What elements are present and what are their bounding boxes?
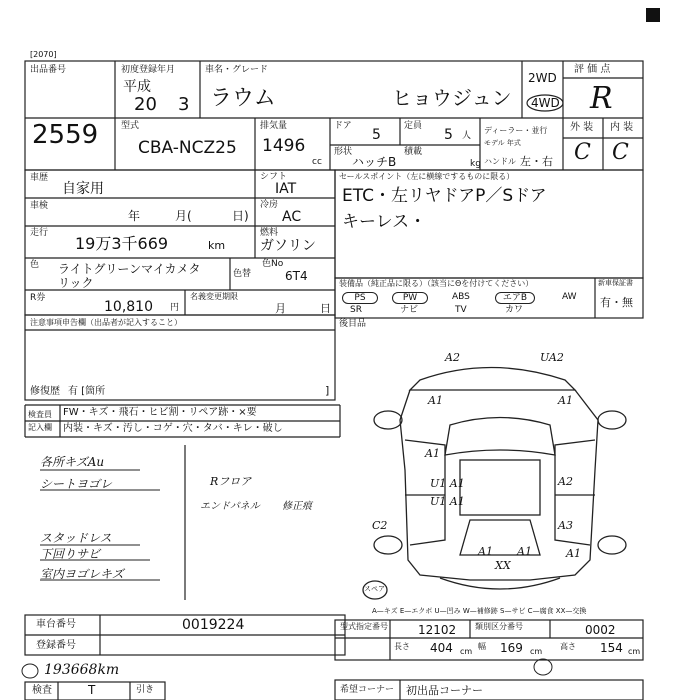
- era: 平成: [123, 79, 151, 95]
- registration-label: 登録番号: [36, 640, 76, 651]
- inspection-month: 月(: [175, 209, 192, 223]
- pull-label: 引き: [136, 685, 155, 695]
- doors-label: ドア: [334, 121, 352, 131]
- diagram-mark: A2: [445, 351, 460, 364]
- mileage-unit: km: [208, 239, 226, 252]
- diagram-mark: A1: [478, 545, 493, 558]
- inspection-day: 日): [232, 209, 249, 223]
- equip-aw: AW: [562, 292, 577, 302]
- handle-value: 左・右: [520, 155, 553, 168]
- cert-no-value: 12102: [418, 623, 457, 637]
- interior-value: C: [612, 140, 629, 165]
- note-r1: Rフロア: [210, 475, 252, 488]
- color-line1: ライトグリーンマイカメタ: [58, 262, 201, 276]
- height-label: 高さ: [560, 642, 576, 651]
- length-value: 404: [430, 641, 453, 655]
- displacement-unit: cc: [312, 157, 322, 167]
- height-unit: cm: [628, 647, 641, 656]
- spare-label: スペア: [364, 585, 385, 593]
- first-corner: 初出品コーナー: [406, 684, 483, 697]
- usage-label: 車歴: [30, 173, 49, 183]
- sales-label: セールスポイント（左に横線でするものに限る）: [339, 172, 515, 181]
- aircon-value: AC: [282, 209, 302, 225]
- drive-4wd: 4WD: [531, 96, 560, 110]
- diagram-mark: A1: [517, 545, 532, 558]
- handle-label: ハンドル: [484, 157, 516, 166]
- manual-label: 新車保証書: [598, 279, 633, 287]
- diagram-mark: UA2: [540, 351, 564, 364]
- note-r3: 修正痕: [282, 501, 312, 512]
- length-unit: cm: [460, 647, 473, 656]
- equipment-label: 装備品（純正品に限る）（該当にΘを付けてください）: [339, 279, 534, 288]
- equip-airbag: エアB: [495, 292, 535, 304]
- doors-value: 5: [372, 127, 381, 143]
- year: 20: [134, 94, 157, 115]
- recycle-label: R券: [30, 293, 46, 303]
- load-unit: kg: [470, 159, 481, 169]
- month: 3: [178, 94, 190, 115]
- diagram-mark: A3: [558, 519, 573, 532]
- grade-label: 評 価 点: [574, 64, 611, 75]
- repair-value: 有 [箇所: [68, 386, 106, 397]
- inspection-label: 車検: [30, 201, 49, 211]
- drive-2wd: 2WD: [528, 71, 557, 85]
- title-change-month: 月: [275, 302, 286, 315]
- height-value: 154: [600, 641, 623, 655]
- diagram-mark: A1: [558, 394, 573, 407]
- name-grade-label: 車名・グレード: [205, 65, 269, 75]
- displacement-value: 1496: [262, 136, 306, 156]
- model-label: 型式: [121, 121, 140, 131]
- equip-pw: PW: [392, 292, 428, 304]
- fuel-value: ガソリン: [260, 238, 316, 254]
- diagram-mark: C2: [372, 519, 388, 532]
- exterior-value: C: [574, 140, 591, 165]
- chassis-label: 車台番号: [36, 619, 76, 630]
- note-r2: エンドパネル: [200, 501, 260, 512]
- length-label: 長さ: [394, 642, 410, 651]
- note-2: シートヨゴレ: [40, 477, 113, 491]
- class-no-value: 0002: [585, 623, 616, 637]
- model-year-label: モデル 年式: [484, 139, 521, 147]
- model-value: CBA-NCZ25: [138, 138, 237, 158]
- handwritten-km: 193668km: [44, 662, 120, 678]
- width-value: 169: [500, 641, 523, 655]
- repair-close: ]: [325, 384, 330, 397]
- recycle-value: 10,810: [104, 299, 153, 315]
- displacement-label: 排気量: [260, 121, 288, 131]
- car-name: ラウム: [210, 86, 276, 111]
- shift-value: IAT: [275, 181, 297, 197]
- equip-navi: ナビ: [400, 305, 419, 315]
- usage-value: 自家用: [62, 181, 104, 197]
- note-1: 各所キズAu: [40, 455, 105, 469]
- load-label: 積載: [404, 147, 423, 157]
- car-grade: ヒョウジュン: [392, 86, 512, 110]
- mileage-label: 走行: [30, 228, 49, 238]
- manual-value: 有・無: [600, 296, 633, 309]
- exterior-label: 外 装: [570, 122, 594, 133]
- mileage-value: 19万3千669: [75, 234, 169, 253]
- note-3: スタッドレス: [40, 531, 112, 545]
- color-label: 色: [30, 260, 40, 270]
- diagram-mark: A1: [425, 447, 440, 460]
- lot-label: 出品番号: [30, 65, 67, 75]
- sheet-code: [2070]: [30, 50, 57, 59]
- fw-row: FW・キズ・飛石・ヒビ割・リペア跡・×要: [63, 407, 257, 418]
- diagram-mark: U1 A1: [430, 495, 465, 508]
- equip-tv: TV: [455, 305, 467, 315]
- chassis-value: 0019224: [182, 617, 245, 633]
- cert-no-label: 型式指定番号: [340, 622, 388, 631]
- sales-line2: キーレス・: [342, 212, 427, 232]
- notes-label: 注意事項申告欄（出品者が記入すること）: [30, 318, 182, 327]
- width-unit: cm: [530, 647, 543, 656]
- class-no-label: 類別区分番号: [475, 622, 523, 631]
- repair-label: 修復歴: [30, 386, 60, 397]
- color-no-value: 6T4: [285, 269, 308, 283]
- note-4: 下回りサビ: [40, 547, 101, 561]
- wish-label: 希望コーナー: [340, 685, 395, 695]
- equip-abs: ABS: [452, 292, 470, 302]
- legend: A—キズ E—エクボ U—凹み W—補修跡 S—サビ C—腐食 XX—交換: [372, 607, 587, 615]
- rear-label: 後目品: [339, 319, 367, 329]
- width-label: 幅: [478, 642, 486, 651]
- body-value: ハッチB: [352, 155, 397, 169]
- interior-row: 内装・キズ・汚し・コゲ・穴・タバ・キレ・破し: [63, 423, 283, 434]
- sales-line1: ETC・左リヤドアP／Sドア: [342, 186, 547, 206]
- shift-label: シフト: [260, 172, 288, 182]
- diagram-mark: A1: [566, 547, 581, 560]
- interior-label: 内 装: [610, 122, 634, 133]
- color-change-label: 色替: [233, 269, 252, 279]
- equip-leather: カワ: [505, 305, 524, 315]
- capacity-unit: 人: [462, 131, 472, 141]
- grade-value: R: [590, 81, 613, 116]
- recycle-unit: 円: [170, 303, 180, 313]
- fuel-label: 燃料: [260, 228, 279, 238]
- aircon-label: 冷房: [260, 200, 279, 210]
- diagram-mark: A2: [558, 475, 573, 488]
- first-reg-label: 初度登録年月: [121, 65, 176, 75]
- capacity-value: 5: [444, 127, 453, 143]
- equip-sr: SR: [350, 305, 362, 315]
- color-no-label: 色No: [262, 259, 284, 269]
- body-label: 形状: [334, 147, 353, 157]
- title-change-label: 名義変更期限: [190, 292, 238, 301]
- equip-ps: PS: [342, 292, 378, 304]
- capacity-label: 定員: [404, 121, 423, 131]
- diagram-mark: XX: [495, 559, 511, 572]
- inspection-year: 年: [128, 209, 141, 223]
- diagram-mark: A1: [428, 394, 443, 407]
- title-change-day: 日: [320, 302, 331, 315]
- check-value: T: [88, 683, 96, 697]
- lot-number: 2559: [32, 120, 99, 150]
- diagram-mark: U1 A1: [430, 477, 465, 490]
- inspector-label: 検査員 記入欄: [28, 410, 52, 432]
- color-line2: リック: [58, 276, 94, 290]
- dealer-label: ディーラー・並行: [484, 126, 548, 135]
- check-label: 検査: [32, 685, 52, 696]
- note-5: 室内ヨゴレキズ: [40, 567, 124, 581]
